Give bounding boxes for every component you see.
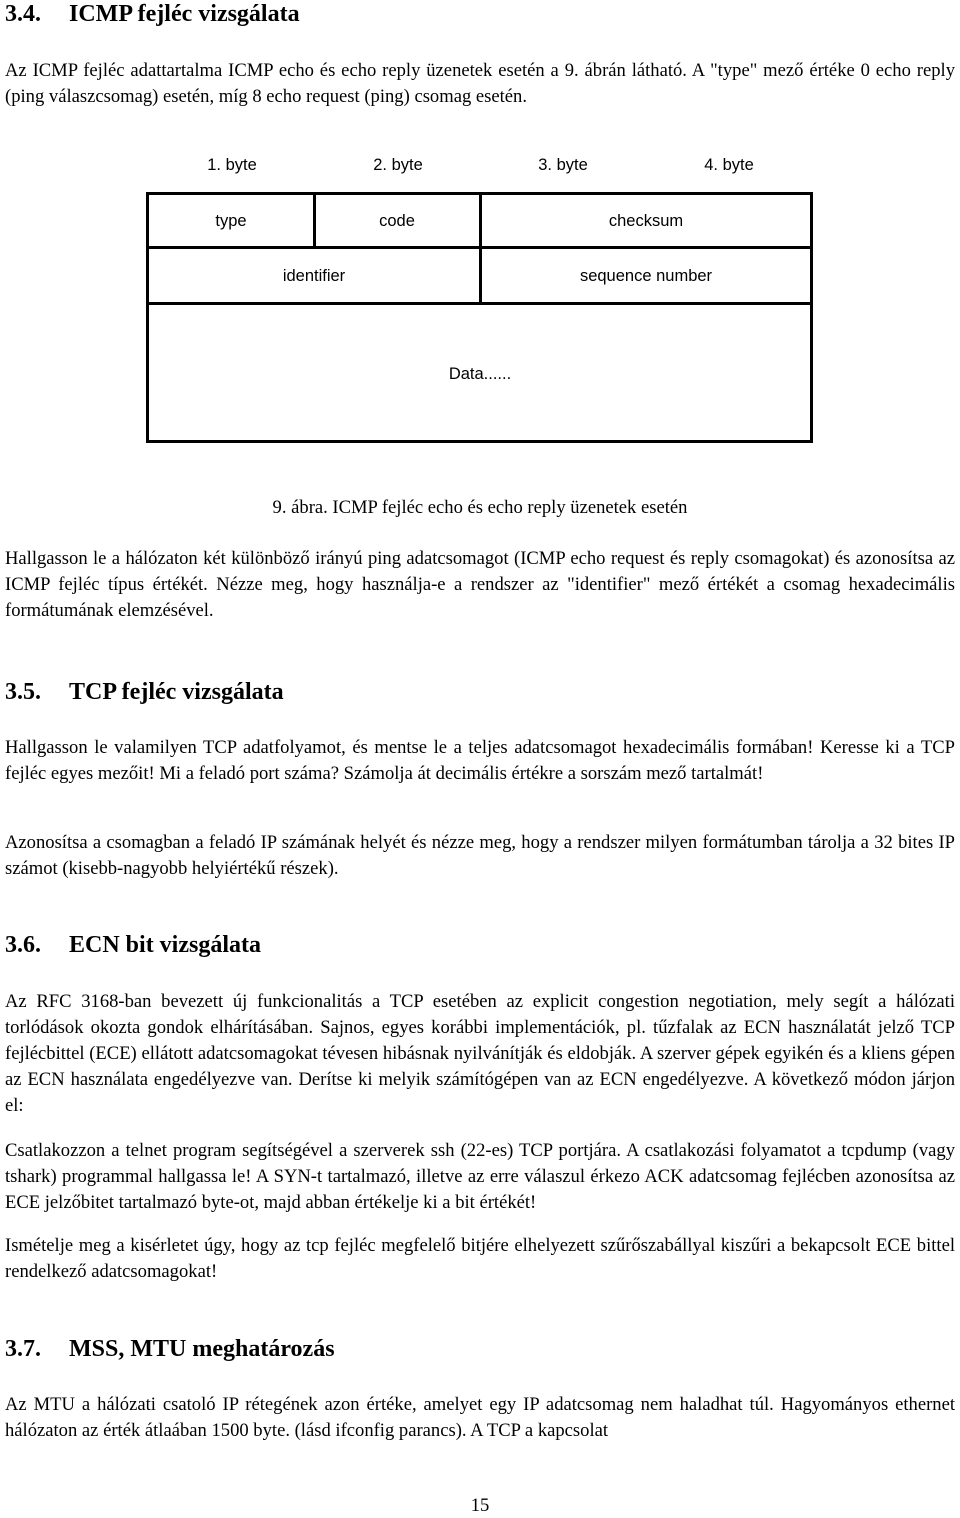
field-sequence-number: sequence number: [579, 267, 713, 285]
section-number: 3.7.: [5, 1336, 41, 1362]
figure-caption: 9. ábra. ICMP fejléc echo és echo reply üzenetek esetén: [272, 497, 688, 518]
field-identifier: identifier: [282, 267, 346, 285]
section-heading-3-4: [5, 0, 300, 28]
byte-label-3: 3. byte: [538, 156, 588, 174]
field-checksum: checksum: [608, 212, 684, 230]
frame-right: [810, 192, 813, 443]
paragraph: Az MTU a hálózati csatoló IP rétegének azon értéke, amelyet egy IP adatcsomag nem haladhat túl. Hagyományos ethernet hálózaton az érték átlaában 1500 byte. (lásd ifconfig parancs). A TCP a kapcsolat: [5, 1394, 955, 1441]
col-divider-center: [479, 192, 482, 304]
byte-label-4: 4. byte: [704, 156, 754, 174]
section-title: ECN bit vizsgálata: [69, 932, 261, 958]
section-number: 3.4.: [5, 1, 41, 27]
section-number: 3.5.: [5, 679, 41, 705]
paragraph: Csatlakozzon a telnet program segítségével a szerverek ssh (22-es) TCP portjára. A csatlakozási folyamatot a tcpdump (vagy tshark) programmal hallgassa le! A SYN-t tartalmazó, illetve az erre válaszul érkezo ACK adatcsomag fejlécben azonosítsa az ECE jelzőbitet tartalmazó byte-ot, majd abban értékelje ki a bit értékét!: [5, 1140, 955, 1213]
paragraph: Ismételje meg a kisérletet úgy, hogy az tcp fejléc megfelelő bitjére elhelyezett szűrőszabállyal kiszűri a bekapcsolt ECE bittel rendelkező adatcsomagokat!: [5, 1235, 955, 1282]
section-heading-3-7: [5, 1335, 335, 1363]
paragraph: Az RFC 3168-ban bevezett új funkcionalitás a TCP esetében az explicit congestion negotiation, mely segít a hálózati torlódások okozta gondok elhárításában. Sajnos, egyes korábbi implementációk, pl. tűzfalak az ECN használatát jelző TCP fejlécbittel (ECE) ellátott adatcsomagokat tévesen hibásnak nyilvánítják és eldobják. A szerver gépek egyikén és a kliens gépen az ECN használata engedélyezve van. Derítse ki melyik számítógépen van az ECN engedélyezve. A következő módon járjon el:: [5, 991, 955, 1116]
field-type: type: [215, 212, 247, 230]
paragraph: Hallgasson le valamilyen TCP adatfolyamot, és mentse le a teljes adatcsomagot hexadecimális formában! Keresse ki a TCP fejléc egyes mezőit! Mi a feladó port száma? Számolja át decimális értékre a sorszám mező tartalmát!: [5, 737, 955, 784]
section-title: ICMP fejléc vizsgálata: [69, 1, 300, 27]
byte-label-1: 1. byte: [207, 156, 257, 174]
field-data: Data......: [448, 365, 512, 383]
page-number: 15: [470, 1495, 490, 1516]
paragraph: Hallgasson le a hálózaton két különböző irányú ping adatcsomagot (ICMP echo request és reply csomagokat) és azonosítsa az ICMP fejléc típus értékét. Nézze meg, hogy használja-e a rendszer az "identifier" mező értékét a csomag hexadecimális formátumának elemzésével.: [5, 548, 955, 621]
byte-label-2: 2. byte: [373, 156, 423, 174]
frame-bottom: [146, 440, 813, 443]
section-title: MSS, MTU meghatározás: [69, 1336, 335, 1362]
frame-left: [146, 192, 149, 443]
section-heading-3-6: [5, 931, 261, 959]
field-code: code: [379, 212, 415, 230]
paragraph: Azonosítsa a csomagban a feladó IP számának helyét és nézze meg, hogy a rendszer milyen formátumban tárolja a 32 bites IP számot (kisebb-nagyobb helyiértékű részek).: [5, 832, 955, 879]
section-number: 3.6.: [5, 932, 41, 958]
section-heading-3-5: [5, 678, 284, 706]
section-title: TCP fejléc vizsgálata: [69, 679, 284, 705]
paragraph: Az ICMP fejléc adattartalma ICMP echo és echo reply üzenetek esetén a 9. ábrán látható. A "type" mező értéke 0 echo reply (ping válaszcsomag) esetén, míg 8 echo request (ping) csomag esetén.: [5, 60, 955, 107]
col-divider-type-code: [313, 192, 316, 248]
